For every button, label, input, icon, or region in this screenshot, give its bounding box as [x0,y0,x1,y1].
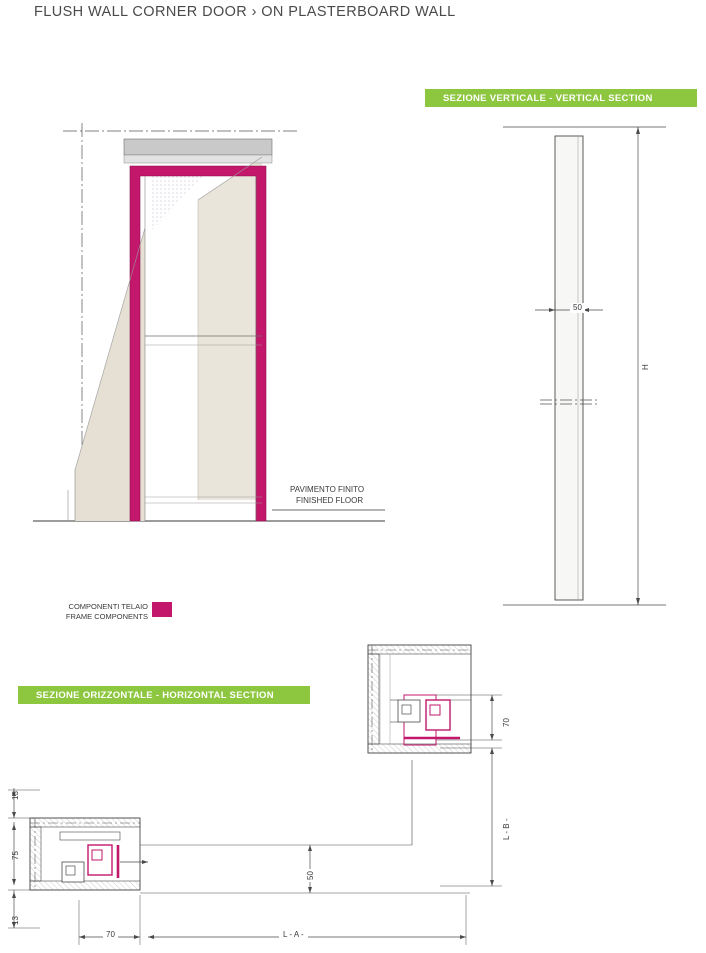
horizontal-section-top-detail [368,645,502,886]
dim-L-B: L - B - [502,818,511,840]
horizontal-section-bar: SEZIONE ORIZZONTALE - HORIZONTAL SECTION [18,686,310,704]
legend-label-it [44,602,148,622]
main-elevation-view [33,123,385,521]
dim-left-13-top: 13 [11,791,20,800]
dim-top-70: 70 [502,718,511,727]
dim-bottom-L-A: L - A - [279,930,308,940]
vertical-section-bar: SEZIONE VERTICALE - VERTICAL SECTION [425,89,697,107]
horizontal-section-left-detail [8,788,148,928]
page-title: FLUSH WALL CORNER DOOR › ON PLASTERBOARD WALL [34,4,456,20]
dim-vertical-H: H [641,364,650,370]
finished-floor-label-it: PAVIMENTO FINITO [290,485,365,494]
legend-text-en: FRAME COMPONENTS [65,612,148,622]
dim-vertical-50: 50 [570,303,585,313]
dim-left-75: 75 [11,851,20,860]
dim-bottom-70: 70 [103,930,118,940]
legend-text-it: COMPONENTI TELAIO [68,602,148,611]
legend-color-swatch [152,602,172,617]
dim-mid-50: 50 [306,871,315,880]
dim-left-13-bottom: 13 [11,916,20,925]
finished-floor-label-en: FINISHED FLOOR [296,496,364,505]
